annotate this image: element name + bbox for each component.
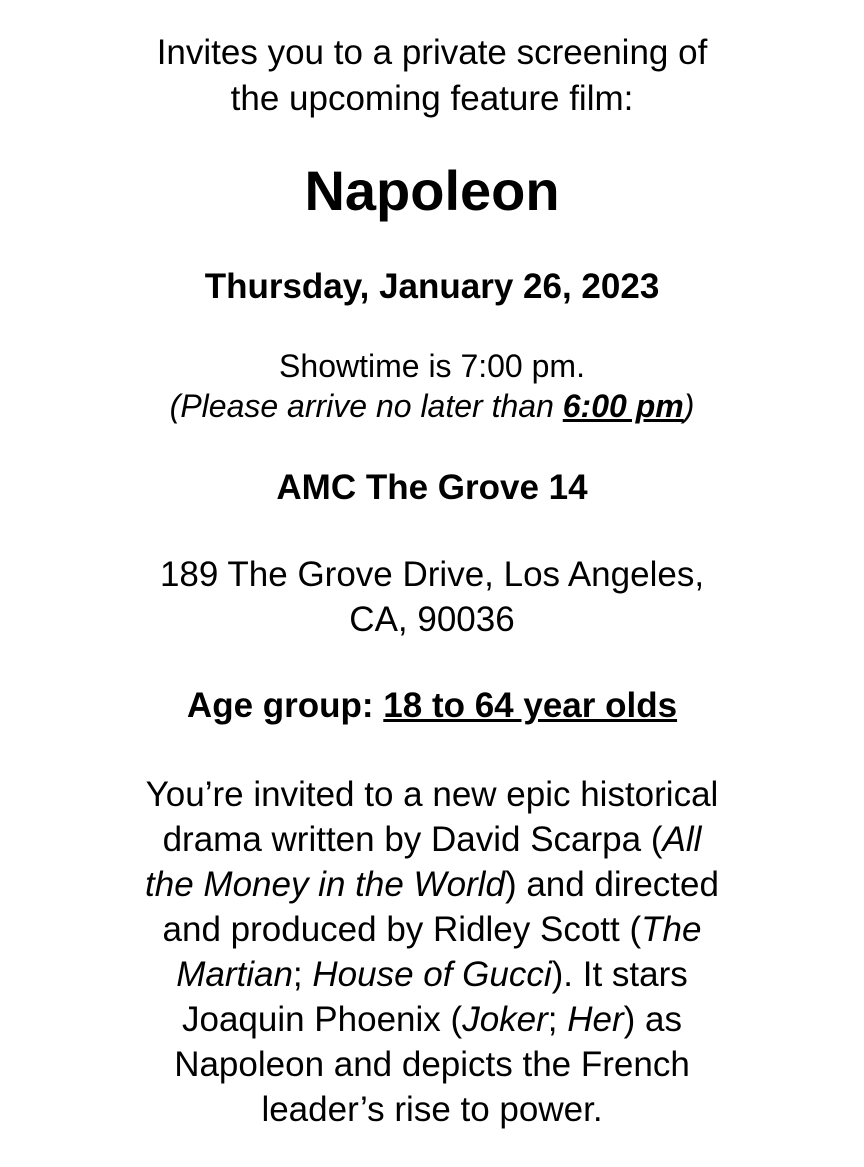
desc-film-title: The [641,910,702,949]
desc-text: ; [292,955,313,994]
desc-text: leader’s rise to power. [261,1090,603,1129]
desc-text: You’re invited to a new epic historical [145,775,719,814]
showtime-text: Showtime is 7:00 pm. [279,348,585,384]
age-group-label: Age group: [186,686,384,725]
description-line-8 [0,1087,864,1132]
film-description [0,772,864,1132]
desc-text: ; [547,1000,568,1039]
desc-text: and produced by Ridley Scott ( [162,910,642,949]
arrival-open-paren: ( [169,388,181,424]
age-group [0,684,864,728]
description-line-4 [0,907,864,952]
desc-film-title: House of Gucci [312,955,552,994]
desc-text: ) and directed [504,865,719,904]
desc-text: ). It stars [551,955,688,994]
desc-text: Joaquin Phoenix ( [181,1000,463,1039]
description-line-5 [0,952,864,997]
description-line-7 [0,1042,864,1087]
venue-name: AMC The Grove 14 [276,468,588,507]
desc-film-title: the Money in the World [145,865,505,904]
intro-text [0,30,864,122]
age-group-value: 18 to 64 year olds [383,686,678,725]
description-line-1 [0,772,864,817]
address-line-1: 189 The Grove Drive, Los Angeles, [159,555,705,594]
description-line-3 [0,862,864,907]
desc-text: drama written by David Scarpa ( [162,820,663,859]
desc-film-title: Joker [462,1000,548,1039]
intro-line-1: Invites you to a private screening of [156,33,708,72]
description-line-6 [0,997,864,1042]
arrival-prefix: Please arrive no later than [180,388,563,424]
arrival-note [0,386,864,426]
desc-text: Napoleon and depicts the French [174,1045,690,1084]
description-line-2 [0,817,864,862]
arrival-deadline: 6:00 pm [562,388,684,424]
screening-date: Thursday, January 26, 2023 [204,267,660,306]
intro-line-2: the upcoming feature film: [230,79,634,118]
desc-film-title: Her [567,1000,624,1039]
desc-film-title: All [662,820,702,859]
venue-address [0,552,864,642]
desc-film-title: Martian [176,955,293,994]
desc-text: ) as [623,1000,682,1039]
arrival-close-paren: ) [683,388,695,424]
address-line-2: CA, 90036 [349,600,515,639]
film-title: Napoleon [304,159,560,222]
